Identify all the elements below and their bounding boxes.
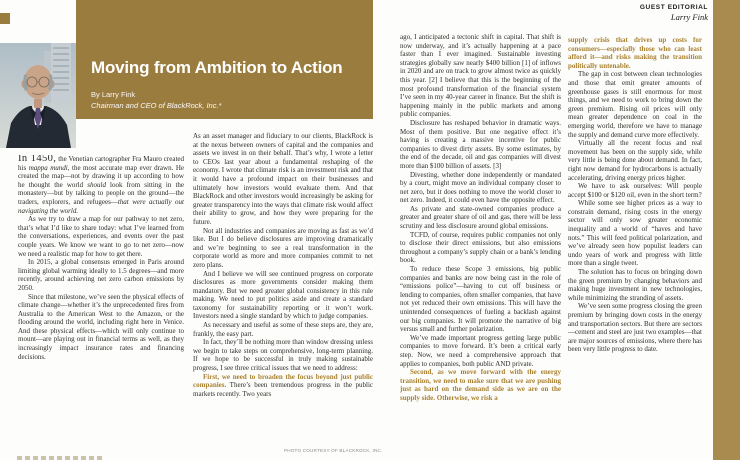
body-column-1: [18, 155, 184, 447]
paragraph: We’ve made important progress getting large public companies to move forward. It’s been a critical early step. Now, we need a comprehensive approach that applies to companies, both public AND private.: [400, 333, 561, 368]
paragraph: In fact, they’ll be nothing more than window dressing unless we begin to take steps on comprehensive, long-term planning. If we hope to be successful in truly making sustainable progress, I see three critical issues that we need to address:: [193, 338, 373, 373]
paragraph: The gap in cost between clean technologies and those that emit greater amounts of greenhouse gases is still enormous for most things, and we need to work to bring down the green premium. Rising oil prices will only mean greater dependence on coal in the emerging world, therefore we have to manage the supply and demand curve more effectively.: [568, 70, 702, 139]
lead-in-phrase: In 1450,: [18, 155, 57, 164]
page-title: Moving from Ambition to Action: [91, 58, 343, 77]
paragraph: Disclosure has reshaped behavior in dramatic ways. Most of them positive. But one negative effect it’s having is creating a massive incentive for public companies to divest dirty assets. By some estimates, by the end of the decade, oil and gas companies will divest more than $100 billion of assets. [3]: [400, 118, 561, 170]
paragraph: We’ve seen some progress closing the green premium by bringing down costs in the energy and transportation sectors. But there are sectors—cement and steel are just two examples—that are major sources of emissions, where there has been very little progress to date.: [568, 302, 702, 354]
text-run-italic: should: [87, 180, 106, 189]
paragraph: The solution has to focus on bringing down the green premium by changing behaviors and making huge investment in new technologies, while minimizing the stranding of assets.: [568, 268, 702, 302]
byline: By Larry Fink: [91, 90, 136, 99]
gold-corner-accent: [0, 13, 10, 24]
body-column-2: [193, 132, 373, 444]
gold-lead-sentence: supply crisis that drives up costs for consumers—especially those who can least afford it—and risks making the transition politically untenable.: [568, 36, 702, 70]
paragraph: Divesting, whether done independently or mandated by a court, might move an individual company closer to net zero, but it does nothing to move the world closer to net zero. Indeed, it could even have the opposite effect.: [400, 170, 561, 205]
title-banner: [76, 0, 373, 119]
text-run: the Venetian cartographer Fra Mauro created his: [18, 155, 184, 172]
footnote-rule-cutoff: [17, 456, 103, 460]
paragraph: As an asset manager and fiduciary to our clients, BlackRock is at the nexus between owners of capital and the companies and assets we invest in on their behalf. That’s why, I wrote a letter to CEOs last year about a fundamental reshaping of the economy. I wrote that climate risk is an investment risk and that it would have a profound impact on their businesses and ultimately how investors would evaluate them. And that BlackRock and other investors would increasingly be asking for greater transparency into the ways that climate risk would affect their ability to grow, and how they were preparing for the future.: [193, 132, 373, 226]
paragraph: ago, I anticipated a tectonic shift in capital. That shift is now underway, and it’s actually happening at a pace faster than I ever imagined. Sustainable investing strategies globally saw nearly $400 billion [1] of inflows in 2020 and are on track to grow almost twice as quickly this year. [2] I believe that this is the beginning of the most profound transformation of the financial system I’ve seen in my 40-year career in finance. But the shift is happening mainly in the public markets and among public companies.: [400, 33, 561, 119]
paragraph: As we try to draw a map for our pathway to net zero, that’s what I’d like to share today: what I’ve learned from the conversations, experiences, and events over the past couple years. We know we want to go to net zero—now we need a realistic map for how to get there.: [18, 215, 184, 258]
body-column-4: [568, 36, 702, 448]
paragraph: While some see higher prices as a way to constrain demand, rising costs in the energy sector will only sow greater economic inequality and a world of “haves and have nots.” This will feed political polarization, and we’ve already seen how populist leaders can undo years of work and progress with little more than a single tweet.: [568, 199, 702, 268]
kicker-author: Larry Fink: [670, 12, 708, 22]
paragraph: As private and state-owned companies produce a greater and greater share of oil and gas, there will be less scrutiny and less disclosure around global emissions.: [400, 204, 561, 231]
gold-lead-sentence: First, we need to broaden the focus beyond just public companies.: [193, 372, 373, 390]
paragraph: We have to ask ourselves: Will people accept $100 or $120 oil, even in the short term?: [568, 182, 702, 199]
paragraph: To reduce these Scope 3 emissions, big public companies and banks are now being cast in the role of “emissions police”—having to cut off business or lending to companies, often smaller companies, that have not yet reduced their own emissions. This will have the unintended consequences of fueling a backlash against our big companies. It will promote the narrative of big versus small and further polarization.: [400, 265, 561, 334]
byline-role: Chairman and CEO of BlackRock, Inc.*: [91, 101, 222, 110]
portrait-illustration: [0, 43, 76, 148]
paragraph: Since that milestone, we’ve seen the physical effects of climate change—whether it’s the unprecedented fires from Australia to the American West to the Amazon, or the flooding around the world, including right here in Venice. And these physical effects—which will only continue to mount—are playing out in financial terms as well, as they increasingly impact insurance rates and financing decisions.: [18, 292, 184, 361]
text-run: There’s been tremendous progress in the public markets recently. Two years: [193, 381, 373, 398]
gold-lead-sentence: Second, as we move forward with the energy transition, we need to make sure that we are pushing just as hard on the demand side as we are on the supply side. Otherwise, we risk a: [400, 368, 561, 402]
text-run: look from sitting in the monastery—but by talking to people on the ground—the traders, explorers, and refugees—: [18, 180, 184, 206]
paragraph: As necessary and useful as some of these steps are, they are, frankly, the easy part.: [193, 321, 373, 338]
body-column-3: [400, 33, 561, 457]
paragraph: [193, 373, 373, 399]
kicker-label: GUEST EDITORIAL: [639, 4, 708, 11]
text-run-italic: that were actually out navigating the world.: [18, 197, 184, 215]
photo-credit: PHOTO COURTESY OF BLACKROCK, INC.: [284, 448, 383, 453]
text-run-italic: mappa mundi,: [28, 163, 70, 172]
author-portrait-photo: [0, 43, 76, 148]
paragraph: [18, 155, 184, 215]
guest-editorial-kicker: [640, 4, 708, 22]
paragraph: Not all industries and companies are moving as fast as we’d like. But I do believe disclosures are improving dramatically and we’re beginning to see a real transformation in the corporate world as more and more companies commit to net zero plans.: [193, 226, 373, 269]
paragraph: And I believe we will see continued progress on corporate disclosures as more governments consider making them mandatory. But we need greater global consistency in this rule making. We need to put politics aside and create a standard taxonomy for sustainability reporting or it won’t work. Investors need a single standard by which to judge companies.: [193, 269, 373, 321]
paragraph: Virtually all the recent focus and real movement has been on the supply side, while very little is being done about demand. In fact, right now demand for hydrocarbons is actually accelerating, driving energy prices higher.: [568, 139, 702, 182]
paragraph: In 2015, a global consensus emerged in Paris around limiting global warming ideally to 1.5 degrees—and more recently, around achieving net zero carbon emissions by 2050.: [18, 258, 184, 292]
paragraph: TCFD, of course, requires public companies not only to disclose their direct emissions, but also emissions throughout a company’s supply chain or a bank’s lending book.: [400, 230, 561, 265]
gold-side-bar: [713, 0, 740, 460]
text-run: the most accurate map ever drawn. He created the map—not by drawing it up according to how he thought the world: [18, 163, 184, 189]
